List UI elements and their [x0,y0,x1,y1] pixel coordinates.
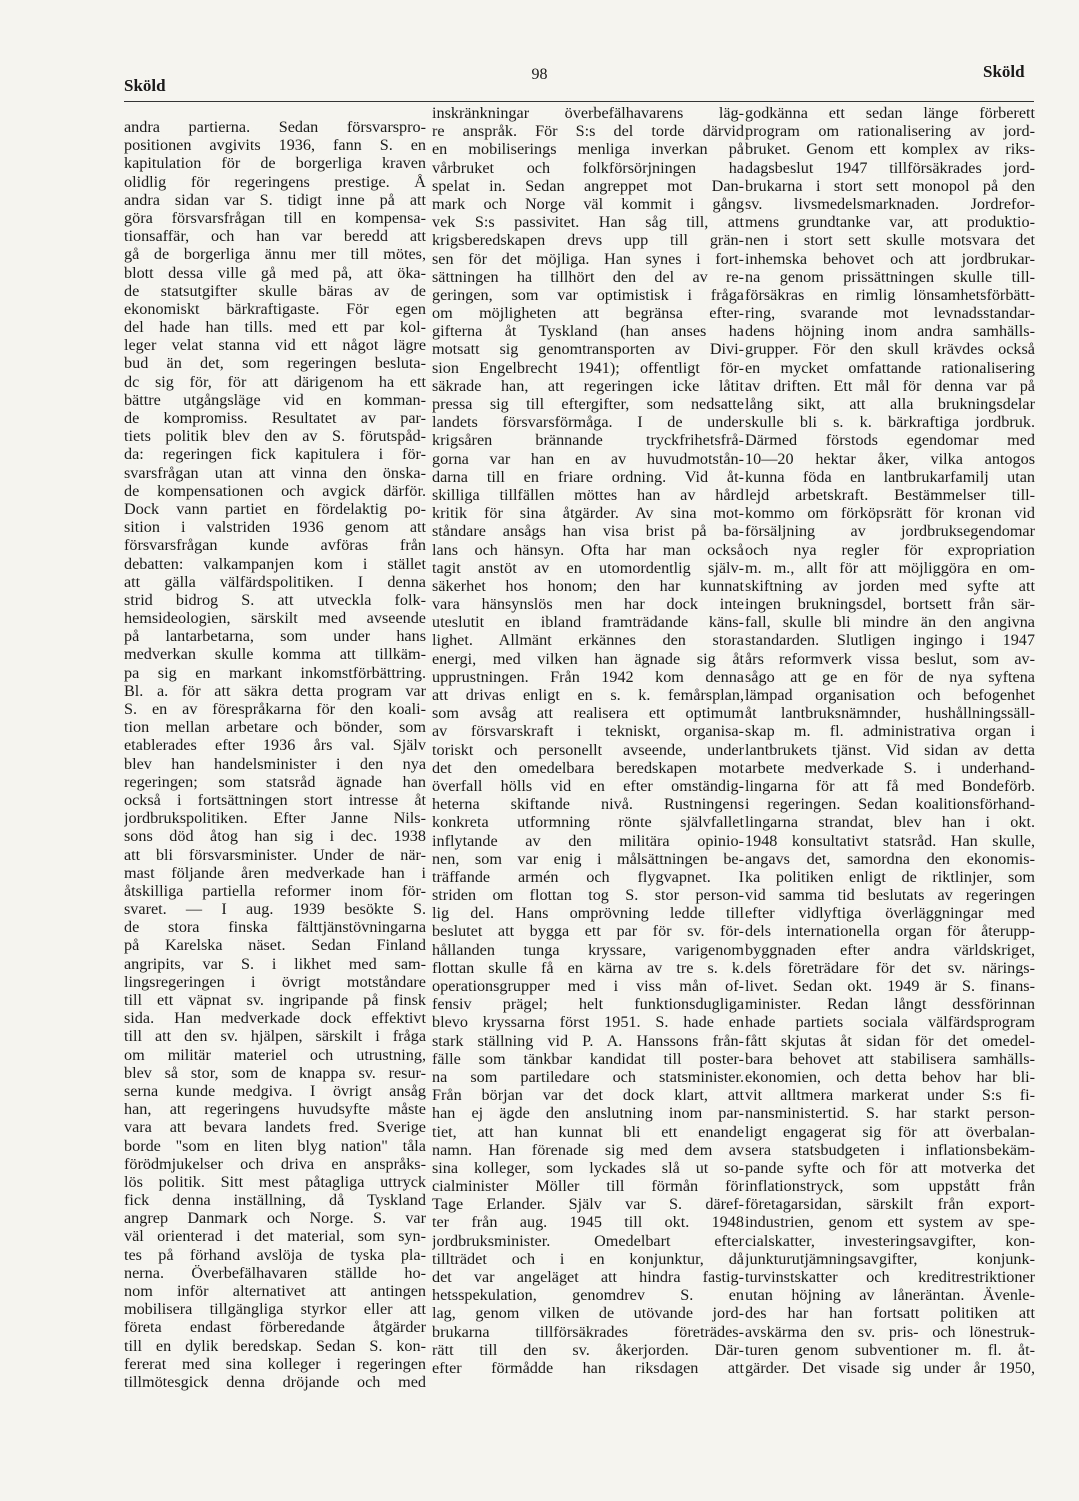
text-line: fått skjutas åt sidan för det omedel- [745,1031,1035,1050]
text-line: operationsgrupper med i viss mån of- [432,977,744,995]
text-line: bruket. Genom ett komplex av riks- [745,140,1035,159]
text-line: da: regeringen fick kapitulera i för- [124,445,426,464]
text-line: tillträdet och i en konjunktur, då [432,1249,744,1268]
text-line: företagarsidan, särskilt från export- [745,1195,1035,1214]
text-line: blevo kryssarna först 1951. S. hade en [432,1013,744,1032]
text-line: avskärma den sv. pris- och lönestruk- [745,1322,1035,1341]
text-line: fälle som tänkbar kandidat till poster- [432,1049,744,1068]
text-line: utan höjning av låneräntan. Ävenle- [745,1286,1035,1305]
text-line: beslutet att bygga ett par för sv. för- [432,922,744,941]
text-line: lingarna strandat, blev han i okt. [745,813,1035,832]
text-line: jordbrukspolitiken. Efter Janne Nils- [124,809,426,828]
text-line: etablerades efter 1936 års val. Själv [124,736,426,755]
text-line: en mycket omfattande rationalisering [745,358,1035,377]
text-line: försvarsfrågan kunde avföras från [124,536,426,555]
text-line: vara att bevara landets fred. Sverige [124,1118,426,1137]
text-line: vid samma tid beslutats av regeringen [745,886,1035,905]
text-line: träffande armén och flygvapnet. I [432,867,744,886]
text-line: godkänna ett sedan länge förberett [745,104,1035,122]
text-line: som avsåg att realisera ett optimum [432,704,744,723]
text-line: junkturutjämningsavgifter, konjunk- [745,1249,1035,1268]
text-line: väl orienterad i det material, som syn- [124,1227,426,1246]
text-line: mast följande åren medverkade han i [124,863,426,882]
text-line: att bli försvarsminister. Under de när- [124,845,426,864]
text-line: arbete medverkade S. i underhand- [745,758,1035,777]
running-head-right: Sköld [983,62,1025,81]
text-line: grupper. För den skull krävdes också [745,340,1035,359]
text-line: tionsaffär, och han var beredd att [124,227,426,246]
text-line: Bl. a. för att säkra detta program var [124,681,426,700]
text-line: ekonomien, och detta behov har bli- [745,1067,1035,1086]
text-line: strid bidrog S. att utveckla folk- [124,590,426,609]
text-line: gorna var han en av huvudmotstån- [432,449,744,468]
text-line: svarsfrågan utan att vinna den önska- [124,463,426,482]
text-line: lingarna för att få med Bondeförb. [745,776,1035,795]
text-line: göra försvarsfrågan till en kompensa- [124,208,426,227]
text-line: brukarna i stort sett monopol på den [745,176,1035,195]
text-line: krigsåren brännande tryckfrihetsfrå- [432,431,744,450]
text-line: att drivas enligt en s. k. femårsplan, [432,686,744,704]
text-line: de kompensationen och avgick därför. [124,481,426,500]
text-line: namn. Han förenade sig med dem av [432,1140,744,1159]
text-line: positionen avgivits 1936, fann S. en [124,136,426,155]
text-line: de kompromiss. Resultatet av par- [124,409,426,427]
text-line: ingen brukningsdel, bortsett från sär- [745,595,1035,614]
text-column-2 [432,104,744,1384]
text-line: del hade han tills. med ett par kol- [124,318,426,337]
text-line: olidlig för regeringens prestige. Å [124,172,426,191]
text-line: fall, skulle bli mindre än den angivna [745,613,1035,632]
text-line: mobilisera tillgängliga styrkor eller att [124,1300,426,1319]
text-line: nerna. Överbefälhavaren ställde ho- [124,1263,426,1282]
text-line: brukarna tillförsäkrades företrädes- [432,1322,744,1341]
text-line: inflytande av den militära opinio- [432,831,744,850]
text-line: dels internationella organ för återupp- [745,922,1035,941]
text-line: jordbruksminister. Omedelbart efter [432,1231,744,1250]
text-line: åtskilliga partiella reformer inom för- [124,881,426,900]
text-line: mens grundtanke var, att produktio- [745,213,1035,232]
text-line: leger velat stanna vid ett något lägre [124,336,426,355]
text-line: lingsregeringen i övrigt motståndare [124,972,426,991]
text-line: livet. Sedan okt. 1949 är S. finans- [745,977,1035,995]
text-line: mark och Norge väl kommit i gång [432,194,744,213]
text-line: geringen, som var optimistisk i fråga [432,285,744,304]
text-line: kapitulation för de borgerliga kraven [124,154,426,173]
text-line: det var angeläget att hindra fastig- [432,1268,744,1286]
text-line: ring, svarande mot levnadsstandar- [745,304,1035,323]
text-line: vek S:s passivitet. Han såg till, att [432,213,744,232]
text-line: sons död åtog han sig i dec. 1938 [124,827,426,846]
text-line: också i fortsättningen stort intresse åt [124,790,426,809]
text-line: landets försvarsförmåga. I de under [432,413,744,432]
text-line: bättre utgångsläge vid en komman- [124,390,426,409]
text-line: års reformverk vissa beslut, som av- [745,649,1035,668]
text-line: pa sig en markant inkomstförbättring. [124,663,426,682]
text-line: minister. Redan långt dessförinnan [745,995,1035,1014]
text-line: striden om flottan tog S. stor person- [432,886,744,905]
text-line: dens höjning inom andra samhälls- [745,322,1035,341]
text-line: rätt till den sv. åkerjorden. Där- [432,1340,744,1359]
text-line: des har han fortsatt politiken att [745,1304,1035,1323]
text-line: vit alltmera markerat under S:s fi- [745,1086,1035,1105]
text-line: spelat in. Sedan angreppet mot Dan- [432,176,744,195]
text-line: 1948 konsultativt statsråd. Han skulle, [745,831,1035,850]
text-line: flottan skulle få en kärna av tre s. k. [432,958,744,977]
text-line: blott dessa ville gå med på, att öka- [124,263,426,282]
header-rule [124,101,1034,102]
text-line: hade partiets sociala välfärdsprogram [745,1013,1035,1032]
text-line: medverkan skulle komma att tillkäm- [124,645,426,664]
text-line: lantbrukets tjänst. Vid sidan av detta [745,740,1035,759]
text-line: dagsbeslut 1947 tillförsäkrades jord- [745,158,1035,177]
text-line: fererat med sina kolleger i regeringen [124,1354,426,1373]
text-column-1 [124,118,426,1398]
text-line: tion mellan arbetare och bönder, som [124,718,426,737]
text-line: vårbruket och folkförsörjningen ha [432,158,744,177]
text-line: angrep Danmark och Norge. S. var [124,1209,426,1228]
text-line: sera statsbudgeten i inflationsbekäm- [745,1140,1035,1159]
text-line: gärder. Det visade sig under år 1950, [745,1358,1035,1377]
text-line: cialminister Möller till förmån för [432,1177,744,1196]
text-line: sättningen ha tillhört den del av re- [432,267,744,286]
text-line: tes på förhand avslöja de tyska pla- [124,1245,426,1264]
text-line: ter från aug. 1945 till okt. 1948 [432,1213,744,1232]
text-line: ekonomiskt bärkraftigaste. För egen [124,299,426,318]
text-line: uteslutit en ibland framträdande käns- [432,613,744,632]
page-header [0,0,1079,110]
text-line: lig del. Hans omprövning ledde till [432,904,744,923]
text-line: na genom prissättningen skulle till- [745,267,1035,286]
text-line: till en dylik beredskap. Sedan S. kon- [124,1336,426,1355]
text-line: sv. livsmedelsmarknaden. Jordrefor- [745,194,1035,213]
text-line: gifterna åt Tyskland (han anses ha [432,322,744,341]
text-line: och nya regler för expropriation [745,540,1035,559]
text-line: re anspråk. För S:s del torde därvid [432,122,744,141]
text-line: kommo om förköpsrätt för kronan vid [745,504,1035,523]
text-line: till ett väpnat sv. ingripande på finsk [124,991,426,1009]
text-line: till att den sv. hjälpen, särskilt i fråga [124,1027,426,1046]
text-line: nom inför alternativet att antingen [124,1282,426,1300]
text-line: ka politiken enligt de riktlinjer, som [745,867,1035,886]
text-line: dels företrädare för det sv. närings- [745,958,1035,977]
text-line: nansministertid. S. har starkt person- [745,1104,1035,1123]
text-line: standarden. Slutligen ingingo i 1947 [745,631,1035,650]
text-line: toriskt och personellt avseende, under [432,740,744,759]
text-line: åt lantbruksnämnder, hushållningssäll- [745,704,1035,723]
text-line: lighet. Allmänt erkännes den stora [432,631,744,650]
text-line: nen, som var enig i målsättningen be- [432,849,744,868]
text-line: Tage Erlander. Själv var S. däref- [432,1195,744,1214]
text-line: efter förmådde han riksdagen att [432,1358,744,1377]
text-line: på lantarbetarna, som under hans [124,627,426,646]
text-line: S. en av förespråkarna för den koali- [124,700,426,718]
text-line: inflationstryck, som uppstått från [745,1177,1035,1196]
text-line: bud än det, som regeringen besluta- [124,354,426,373]
running-head-left: Sköld [124,76,166,95]
text-line: program om rationalisering av jord- [745,122,1035,141]
text-line: att gälla välfärdspolitiken. I denna [124,572,426,591]
text-line: turen genom subventioner m. fl. åt- [745,1340,1035,1359]
text-line: skulle bli s. k. bärkraftiga jordbruk. [745,413,1035,432]
text-line: han ej ägde den anslutning inom par- [432,1104,744,1123]
text-line: skilliga tillfällen möttes han av hård [432,485,744,504]
text-line: krigsberedskapen drevs upp till grän- [432,231,744,250]
text-line: blev han handelsminister i den nya [124,754,426,773]
text-line: andra sidan var S. tidigt inne på att [124,190,426,209]
text-line: blev så stor, som de knappa sv. resur- [124,1063,426,1082]
text-line: tiet, att han kunnat bli ett enande [432,1122,744,1141]
text-line: m. m., allt för att möjliggöra en om- [745,558,1035,577]
text-line: industrien, genom ett system av spe- [745,1213,1035,1232]
text-line: tiets politik blev den av S. förutspåd- [124,427,426,446]
text-line: hetsspekulation, genomdrev S. en [432,1286,744,1305]
text-line: fensiv prägel; helt funktionsdugliga [432,995,744,1014]
text-line: försäljning av jordbruksegendomar [745,522,1035,541]
text-column-3 [745,104,1035,1384]
text-line: han, att regeringens huvudsyfte måste [124,1100,426,1119]
text-line: om militär materiel och utrustning, [124,1045,426,1064]
text-line: debatten: valkampanjen kom i stället [124,554,426,573]
text-line: serna kunde medgiva. I övrigt ansåg [124,1081,426,1100]
text-line: inskränkningar överbefälhavarens läg- [432,104,744,122]
text-line: det den omedelbara beredskapen mot [432,758,744,777]
text-line: kunna föda en lantbrukarfamilj utan [745,467,1035,486]
text-line: sågo att ge en för de nya syftena [745,667,1035,686]
text-line: sida. Han medverkade dock effektivt [124,1009,426,1028]
text-line: vara hänsynslös men har dock inte [432,595,744,614]
text-line: lång sikt, att alla brukningsdelar [745,395,1035,413]
page-number: 98 [531,66,548,83]
text-line: 10—20 hektar åker, vilka antogos [745,449,1035,468]
text-line: lös politik. Sitt mest påtagliga uttryck [124,1172,426,1191]
text-line: darna till en friare ordning. Vid åt- [432,467,744,486]
text-line: pande syfte och för att motverka det [745,1158,1035,1177]
text-line: motsatt sig genomtransporten av Divi- [432,340,744,359]
text-line: sina kolleger, som lyckades slå ut so- [432,1158,744,1177]
text-line: gå de borgerliga ännu mer till mötes, [124,245,426,264]
text-line: de statsutgifter skulle bäras av de [124,281,426,300]
text-line: sion Engelbrecht 1941); offentligt för- [432,358,744,377]
text-line: sition i valstriden 1936 genom att [124,518,426,537]
text-line: lag, genom vilken de utövande jord- [432,1304,744,1323]
text-line: Från början var det dock klart, att [432,1086,744,1105]
text-line: de stora finska fälttjänstövningarna [124,918,426,937]
text-line: lejd arbetskraft. Bestämmelser till- [745,485,1035,504]
text-line: på Karelska näset. Sedan Finland [124,936,426,955]
text-line: pressa sig till eftergifter, som nedsatte [432,395,744,413]
text-line: svaret. — I aug. 1939 besökte S. [124,900,426,919]
text-line: inhemska behovet och att jordbrukar- [745,249,1035,268]
text-line: angripits, var S. i likhet med sam- [124,954,426,973]
text-line: lämpad organisation och befogenhet [745,686,1035,704]
text-line: cialskatter, investeringsavgifter, kon- [745,1231,1035,1250]
text-line: nen i stort sett skulle motsvara det [745,231,1035,250]
text-line: i regeringen. Sedan koalitionsförhand- [745,795,1035,814]
text-line: turvinstskatter och kreditrestriktioner [745,1268,1035,1286]
text-line: fick denna inställning, då Tyskland [124,1191,426,1210]
text-line: borde "som en liten blyg nation" tåla [124,1136,426,1155]
text-line: skiftning av jorden med syfte att [745,576,1035,595]
text-line: andra partierna. Sedan försvarspro- [124,118,426,136]
text-line: en mobiliserings menliga inverkan på [432,140,744,159]
text-line: tillmötesgick denna dröjande och med [124,1372,426,1391]
text-line: regeringen; som statsråd ägnade han [124,772,426,791]
text-line: säkrade han, att regeringen icke låtit [432,376,744,395]
text-line: angavs det, samordna den ekonomis- [745,849,1035,868]
text-line: av driften. Ett mål för denna var på [745,376,1035,395]
text-line: na som partiledare och statsminister. [432,1067,744,1086]
text-line: energi, med vilken han ägnade sig åt [432,649,744,668]
text-line: ligt engagerat sig för att överbalan- [745,1122,1035,1141]
text-line: försäkras en rimlig lönsamhetsförbätt- [745,285,1035,304]
text-line: konkreta utformning rönte självfallet [432,813,744,832]
text-line: ståndare ansågs han visa brist på ba- [432,522,744,541]
text-line: dc sig för, för att därigenom ha ett [124,372,426,391]
text-line: Dock vann partiet en fördelaktig po- [124,499,426,518]
text-line: hållanden tunga kryssare, varigenom [432,940,744,959]
text-line: Därmed förstods egendomar med [745,431,1035,450]
text-line: tagit anstöt av en utomordentlig själv- [432,558,744,577]
text-line: stark ställning vid P. A. Hanssons från- [432,1031,744,1050]
text-line: av försvarskraft i tekniskt, organisa- [432,722,744,741]
text-line: skap m. fl. administrativa organ i [745,722,1035,741]
text-line: överfall hölls vid en efter omständig- [432,776,744,795]
text-line: byggnaden efter andra världskriget, [745,940,1035,959]
text-line: om möjligheten att begränsa efter- [432,304,744,323]
text-line: bara behovet att stabilisera samhälls- [745,1049,1035,1068]
text-line: lans och hänsyn. Ofta har man också [432,540,744,559]
text-line: heterna skiftande nivå. Rustningens [432,795,744,814]
text-line: företa endast förberedande åtgärder [124,1318,426,1337]
text-line: upprustningen. Från 1942 kom denna [432,667,744,686]
text-line: hemsideologien, särskilt med avseende [124,609,426,628]
text-line: efter vidlyftiga överläggningar med [745,904,1035,923]
text-line: sen för det möjliga. Han synes i fort- [432,249,744,268]
text-line: kritik för sina åtgärder. Av sina mot- [432,504,744,523]
text-line: förödmjukelser och driva en anspråks- [124,1154,426,1173]
text-line: säkerhet hos honom; den har kunnat [432,576,744,595]
